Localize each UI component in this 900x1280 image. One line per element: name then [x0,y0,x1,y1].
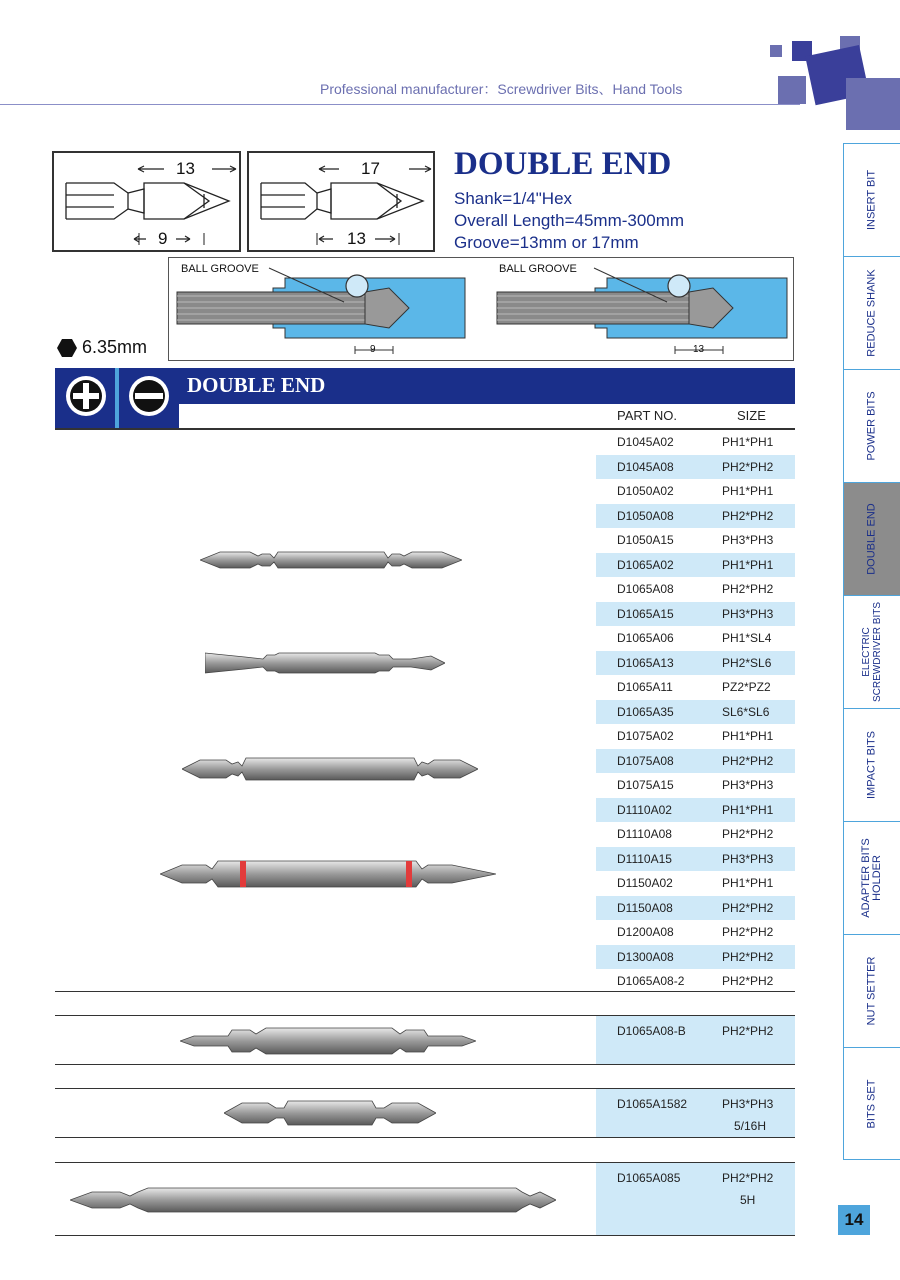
table-row [596,749,795,774]
tip-type-icons [55,368,179,428]
bit-size: PH2*PH2 [722,582,774,596]
tab-power-bits[interactable] [843,369,900,482]
bit-size: PH2*PH2 [722,459,774,474]
part-number: D1065A15 [617,606,674,621]
section-rule [55,1137,795,1138]
bit-size: PH1*SL4 [722,631,772,645]
dim-bottom: 9 [158,229,168,248]
category-tabs [843,143,900,1160]
table-row [596,700,795,725]
table-row [596,724,795,749]
hex-size-label: 6.35mm [82,337,148,357]
bit-note: 5/16H [734,1119,767,1133]
bit-size: PH3*PH3 [722,778,774,792]
bit-diagram-17 [247,151,435,252]
part-number: D1065A11 [617,680,673,694]
part-number: D1110A02 [617,802,672,817]
part-number: D1065A1582 [617,1097,688,1111]
part-number: D1065A02 [617,557,674,572]
bit-size: PH1*PH1 [722,876,774,890]
tab-label: POWER BITS [865,391,878,461]
ball-groove-label: BALL GROOVE [499,263,577,275]
special-product-cell [596,1016,795,1064]
bit-size: PH2*PH2 [722,753,774,768]
bit-size: PH2*SL6 [722,655,772,670]
bit-size: PH2*PH2 [722,827,774,841]
table-row [596,651,795,676]
header-rule [0,104,800,105]
header-tagline: Professional manufacturer：Screwdriver Bits、Hand Tools [320,81,683,97]
bit-diagram-13 [52,151,241,252]
part-number: D1050A02 [617,484,674,498]
part-number: D1110A08 [617,827,672,841]
dim-top: 13 [176,159,195,178]
bit-size: SL6*SL6 [722,704,770,719]
bit-size: PH2*PH2 [722,508,774,523]
table-row [596,528,795,553]
bit-size: PH2*PH2 [722,949,774,964]
part-number: D1045A02 [617,435,674,449]
part-number: D1050A08 [617,508,674,523]
tab-bits-set[interactable] [843,1047,900,1160]
brand-squares-logo [770,36,900,131]
table-row [596,504,795,529]
part-number: D1075A08 [617,753,674,768]
part-number: D1110A15 [617,851,672,866]
column-header-part: PART NO. [617,408,677,423]
bit-size: PH1*PH1 [722,484,774,498]
bit-size: PH1*PH1 [722,557,774,572]
tab-nut-setter[interactable] [843,934,900,1047]
dim-top: 17 [361,159,380,178]
bit-size: PH1*PH1 [722,435,774,449]
table-row [596,553,795,578]
section-title: DOUBLE END [187,373,326,397]
table-row [596,798,795,823]
table-row [596,871,795,896]
tab-label: INSERT BIT [865,169,878,231]
part-number: D1065A35 [617,704,674,719]
bit-size: PH2*PH2 [722,925,774,939]
part-number: D1200A08 [617,925,674,939]
table-row [596,479,795,504]
table-row [596,822,795,847]
part-number: D1300A08 [617,949,674,964]
table-row [596,920,795,945]
hexagon-icon [57,338,77,358]
section-rule [55,991,795,992]
tab-label: REDUCE SHANK [865,269,878,357]
part-number: D1045A08 [617,459,674,474]
table-row [596,626,795,651]
table-row [596,455,795,480]
groove-dim-9: 9 [370,344,376,355]
tab-reduce-shank[interactable] [843,256,900,369]
tab-label: NUT SETTER [865,956,878,1026]
special-product-cell [596,1089,795,1137]
part-number: D1065A08-2 [617,974,685,988]
bit-size: PH3*PH3 [722,1097,774,1111]
tab-label: IMPACT BITS [865,730,878,800]
table-row [596,896,795,921]
table-row [596,847,795,872]
double-end-bit-image [180,1026,476,1056]
part-number: D1065A13 [617,655,674,670]
tab-label: BITS SET [865,1079,878,1129]
ball-groove-label: BALL GROOVE [181,263,259,275]
part-number: D1075A15 [617,778,674,792]
spec-shank: Shank=1/4"Hex [454,189,573,208]
page-number: 14 [838,1205,870,1235]
part-number: D1150A08 [617,900,673,915]
table-row [596,577,795,602]
tab-electric-screwdriver-bits[interactable] [843,595,900,708]
bit-size: PZ2*PZ2 [722,680,771,694]
part-number: D1065A08 [617,582,674,596]
groove-dim-13: 13 [693,344,705,355]
tab-adapter-bits-holder[interactable] [843,821,900,934]
tab-impact-bits[interactable] [843,708,900,821]
tab-label: ADAPTER BITS HOLDER [860,838,883,918]
bit-size: PH2*PH2 [722,1024,774,1038]
bit-size: PH2*PH2 [722,1171,774,1185]
part-number: D1075A02 [617,729,674,743]
double-end-bit-image [224,1098,436,1128]
double-end-bit-image [160,857,496,891]
part-number: D1065A06 [617,631,674,645]
bit-note: 5H [740,1193,756,1207]
phillips-slotted-icons [55,368,179,428]
part-number: D1065A085 [617,1171,681,1185]
table-row [596,675,795,700]
column-header-size: SIZE [737,408,766,423]
part-number: D1150A02 [617,876,673,890]
double-end-bit-image [182,752,478,786]
double-end-bit-image [200,540,462,580]
double-end-bit-image [205,650,445,676]
spec-length: Overall Length=45mm-300mm [454,211,685,230]
table-row [596,945,795,970]
double-end-bit-image [70,1184,556,1216]
spec-groove: Groove=13mm or 17mm [454,233,639,252]
table-row [596,430,795,455]
part-number: D1050A15 [617,533,674,547]
table-row [596,773,795,798]
part-number: D1065A08-B [617,1024,686,1038]
tab-label: ELECTRIC SCREWDRIVER BITS [861,601,883,702]
bit-size: PH3*PH3 [722,851,774,866]
special-product-cell [596,1163,795,1235]
bit-size: PH3*PH3 [722,533,774,547]
table-row [596,602,795,627]
tab-label: DOUBLE END [865,503,878,575]
section-rule [55,1064,795,1065]
tab-double-end[interactable] [843,482,900,595]
bit-size: PH1*PH1 [722,802,774,817]
bit-size: PH3*PH3 [722,606,774,621]
bit-size: PH2*PH2 [722,900,774,915]
page-title: DOUBLE END [454,146,672,182]
bit-size: PH1*PH1 [722,729,774,743]
ball-groove-diagram [168,257,794,361]
table-header-row [180,404,795,430]
tab-insert-bit[interactable] [843,143,900,256]
bit-outline-diagram [54,153,239,250]
dim-bottom: 13 [347,229,366,248]
bit-outline-diagram [249,153,433,250]
bit-size: PH2*PH2 [722,974,774,988]
section-rule [55,1235,795,1236]
table-row [596,969,795,994]
